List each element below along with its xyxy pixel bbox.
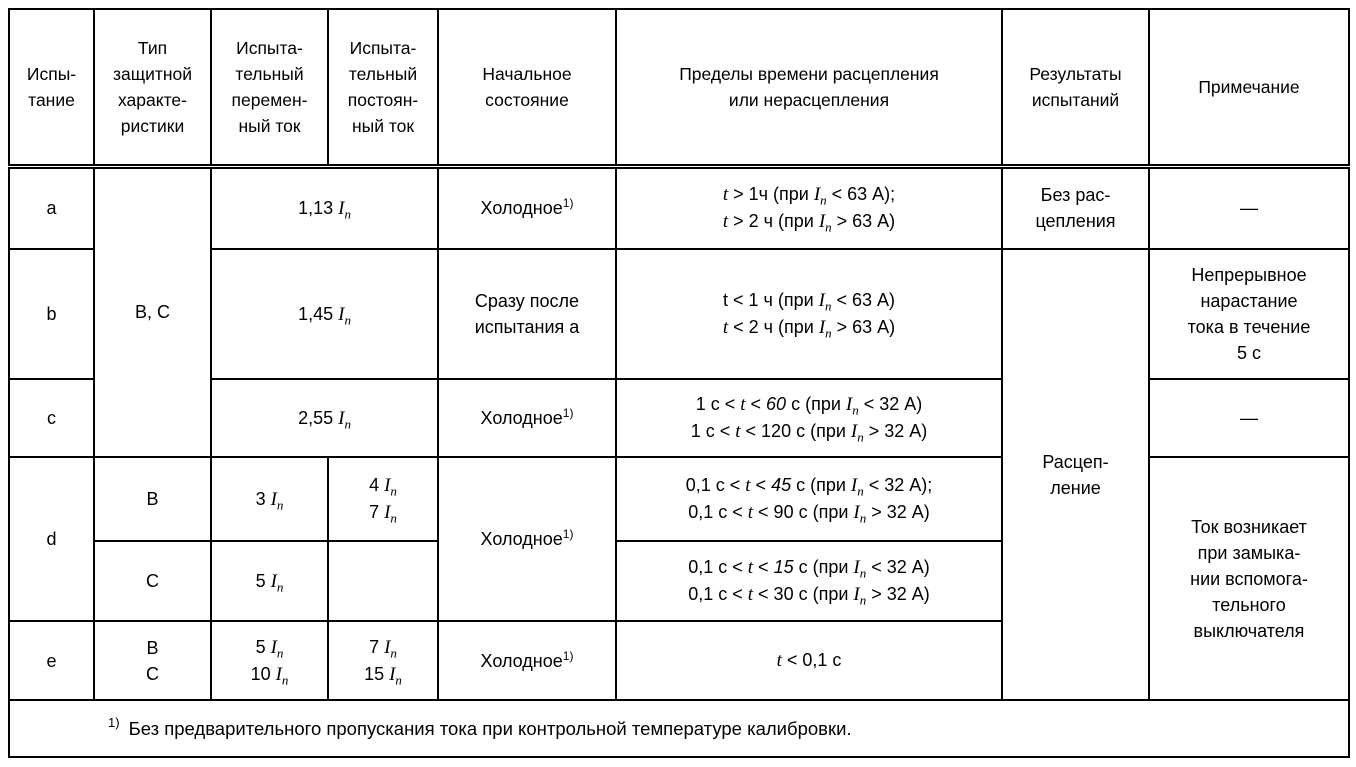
- cell-time-limits-e: t < 0,1 с: [616, 621, 1002, 700]
- cell-current-c: 2,55 $I_n$: [211, 379, 438, 457]
- cell-time-limits-d-b: 0,1 с < t < 45 с (при $I_n < 32$ А); 0,1 с < t < 90 с (при $I_n > 32$ А): [616, 457, 1002, 541]
- cell-initial-state-a: Холодное$^{1)}$: [438, 166, 616, 249]
- cell-initial-state-e: Холодное$^{1)}$: [438, 621, 616, 700]
- cell-test-d: d: [9, 457, 94, 621]
- cell-note-b: Непрерывное нарастание тока в течение 5 с: [1149, 249, 1349, 379]
- cell-ac-current-d-b: 3 $I_n$: [211, 457, 328, 541]
- cell-initial-state-c: Холодное$^{1)}$: [438, 379, 616, 457]
- cell-time-limits-b: t < 1 ч (при $I_n < 63$ А) t < 2 ч (при $I_n > 63$ А): [616, 249, 1002, 379]
- cell-time-limits-d-c: 0,1 с < t < 15 с (при $I_n < 32$ А) 0,1 с < t < 30 с (при $I_n > 32$ А): [616, 541, 1002, 621]
- cell-dc-current-e: 7 $I_n$ 15 $I_n$: [328, 621, 438, 700]
- test-conditions-table: [8, 8, 1350, 758]
- cell-initial-state-d: Холодное$^{1)}$: [438, 457, 616, 621]
- col-header-test-dc-current: Испыта- тельный постоян- ный ток: [328, 9, 438, 166]
- cell-test-c: c: [9, 379, 94, 457]
- cell-current-b: 1,45 $I_n$: [211, 249, 438, 379]
- row-a: [9, 166, 1349, 249]
- col-header-time-limits: Пределы времени расцепления или нерасцепления: [616, 9, 1002, 166]
- header-row: [9, 9, 1349, 166]
- cell-test-b: b: [9, 249, 94, 379]
- col-header-protection-type: Тип защитной характе- ристики: [94, 9, 211, 166]
- cell-note-a: —: [1149, 166, 1349, 249]
- col-header-test-ac-current: Испыта- тельный перемен- ный ток: [211, 9, 328, 166]
- cell-ac-current-d-c: 5 $I_n$: [211, 541, 328, 621]
- cell-type-d-c: С: [94, 541, 211, 621]
- col-header-note: Примечание: [1149, 9, 1349, 166]
- cell-result-a: Без рас- цепления: [1002, 166, 1149, 249]
- footnote-row: [9, 700, 1349, 757]
- footnote-cell: $^{1)}$ Без предварительного пропускания тока при контрольной температуре калибровки.: [9, 700, 1349, 757]
- cell-test-e: e: [9, 621, 94, 700]
- cell-dc-current-d-b: 4 $I_n$ 7 $I_n$: [328, 457, 438, 541]
- cell-time-limits-c: 1 с < t < 60 с (при $I_n < 32$ А) 1 с < t < 120 с (при $I_n > 32$ А): [616, 379, 1002, 457]
- cell-test-a: a: [9, 166, 94, 249]
- col-header-test: Испы- тание: [9, 9, 94, 166]
- cell-dc-current-d-c-empty: [328, 541, 438, 621]
- cell-type-d-b: В: [94, 457, 211, 541]
- col-header-initial-state: Начальное состояние: [438, 9, 616, 166]
- cell-note-d-to-e: Ток возникает при замыка- нии вспомога- тельного выключателя: [1149, 457, 1349, 700]
- cell-ac-current-e: 5 $I_n$ 10 $I_n$: [211, 621, 328, 700]
- cell-result-b-to-e: Расцеп- ление: [1002, 249, 1149, 700]
- cell-time-limits-a: t > 1ч (при $I_n < 63$ А); t > 2 ч (при $I_n > 63$ А): [616, 166, 1002, 249]
- cell-current-a: 1,13 $I_n$: [211, 166, 438, 249]
- cell-type-abc: В, С: [94, 166, 211, 457]
- col-header-test-results: Результаты испытаний: [1002, 9, 1149, 166]
- cell-type-e: В С: [94, 621, 211, 700]
- cell-initial-state-b: Сразу после испытания a: [438, 249, 616, 379]
- cell-note-c: —: [1149, 379, 1349, 457]
